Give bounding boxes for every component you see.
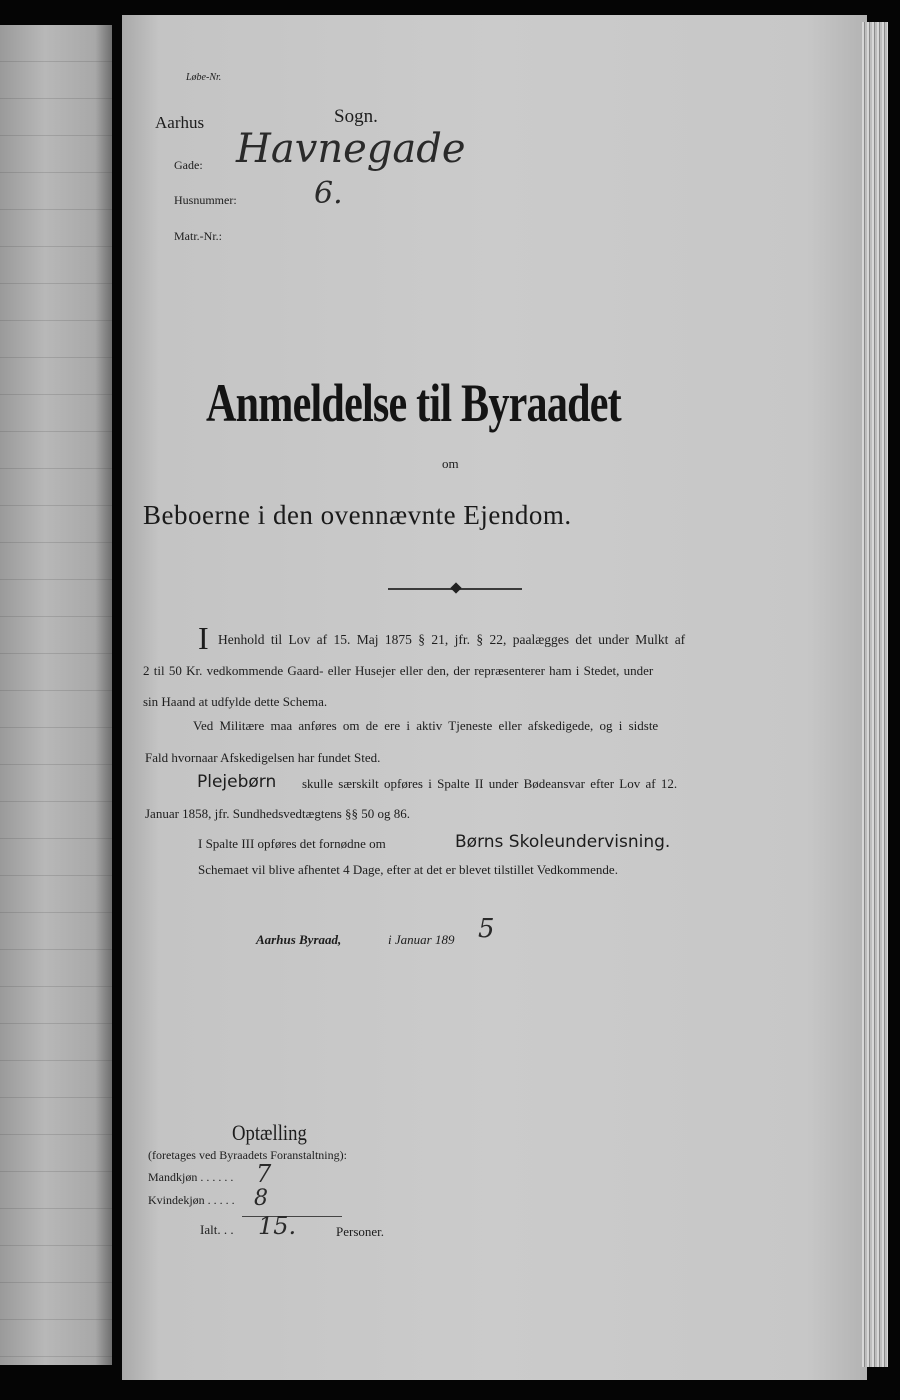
paragraph-3-line-2: Januar 1858, jfr. Sundhedsvedtægtens §§ 50 og 86. [145, 806, 411, 821]
mandkjoen-value: 7 [256, 1160, 272, 1188]
gade-label: Gade: [174, 158, 203, 172]
paragraph-1-line-2: 2 til 50 Kr. vedkommende Gaard- eller Husejer eller den, der repræsenterer ham i Stedet, under [143, 663, 654, 678]
paragraph-4-emphasis: Børns Skoleundervisning. [455, 832, 671, 852]
mandkjoen-label: Mandkjøn . . . . . . [148, 1170, 234, 1184]
paragraph-5: Schemaet vil blive afhentet 4 Dage, efter at det er blevet tilstillet Vedkommende. [198, 862, 618, 877]
gade-value: Havnegade [236, 126, 466, 172]
connector-om: om [442, 456, 459, 471]
ialt-value: 15. [258, 1212, 297, 1240]
subtitle: Beboerne i den ovennævnte Ejendom. [143, 500, 572, 530]
initial-letter: I [198, 620, 209, 656]
left-facing-page [0, 25, 112, 1365]
husnummer-label: Husnummer: [174, 193, 237, 207]
signature-date: i Januar 189 [388, 932, 455, 947]
count-note: (foretages ved Byraadets Foranstaltning): [148, 1148, 347, 1162]
page-edges [862, 22, 888, 1367]
personer-label: Personer. [336, 1224, 385, 1239]
count-title: Optælling [232, 1120, 307, 1145]
kvindekjoen-value: 8 [254, 1186, 268, 1211]
signature-year-digit: 5 [478, 914, 495, 944]
paragraph-2-line-1: Ved Militære maa anføres om de ere i aktiv Tjeneste eller afskedigede, og i sidste [193, 718, 659, 733]
husnummer-value: 6. [314, 176, 343, 211]
city-label: Aarhus [155, 113, 205, 132]
paragraph-3-lead: Plejebørn [197, 772, 277, 792]
paragraph-3-line-1: skulle særskilt opføres i Spalte II under Bødeansvar efter Lov af 12. [302, 776, 678, 791]
ialt-label: Ialt. . . [200, 1222, 234, 1237]
sogn-label: Sogn. [334, 106, 378, 127]
paragraph-1-line-1: Henhold til Lov af 15. Maj 1875 § 21, jfr. § 22, paalægges det under Mulkt af [218, 632, 686, 647]
loebe-nr-label: Løbe-Nr. [186, 72, 222, 83]
paragraph-1-line-3: sin Haand at udfylde dette Schema. [143, 694, 328, 709]
page-title: Anmeldelse til Byraadet [206, 373, 621, 433]
paragraph-2-line-2: Fald hvornaar Afskedigelsen har fundet Sted. [145, 750, 381, 765]
signature-text: Aarhus Byraad, [256, 932, 342, 947]
paragraph-4-start: I Spalte III opføres det fornødne om [198, 836, 386, 851]
kvindekjoen-label: Kvindekjøn . . . . . [148, 1193, 235, 1207]
matr-nr-label: Matr.-Nr.: [174, 229, 222, 243]
